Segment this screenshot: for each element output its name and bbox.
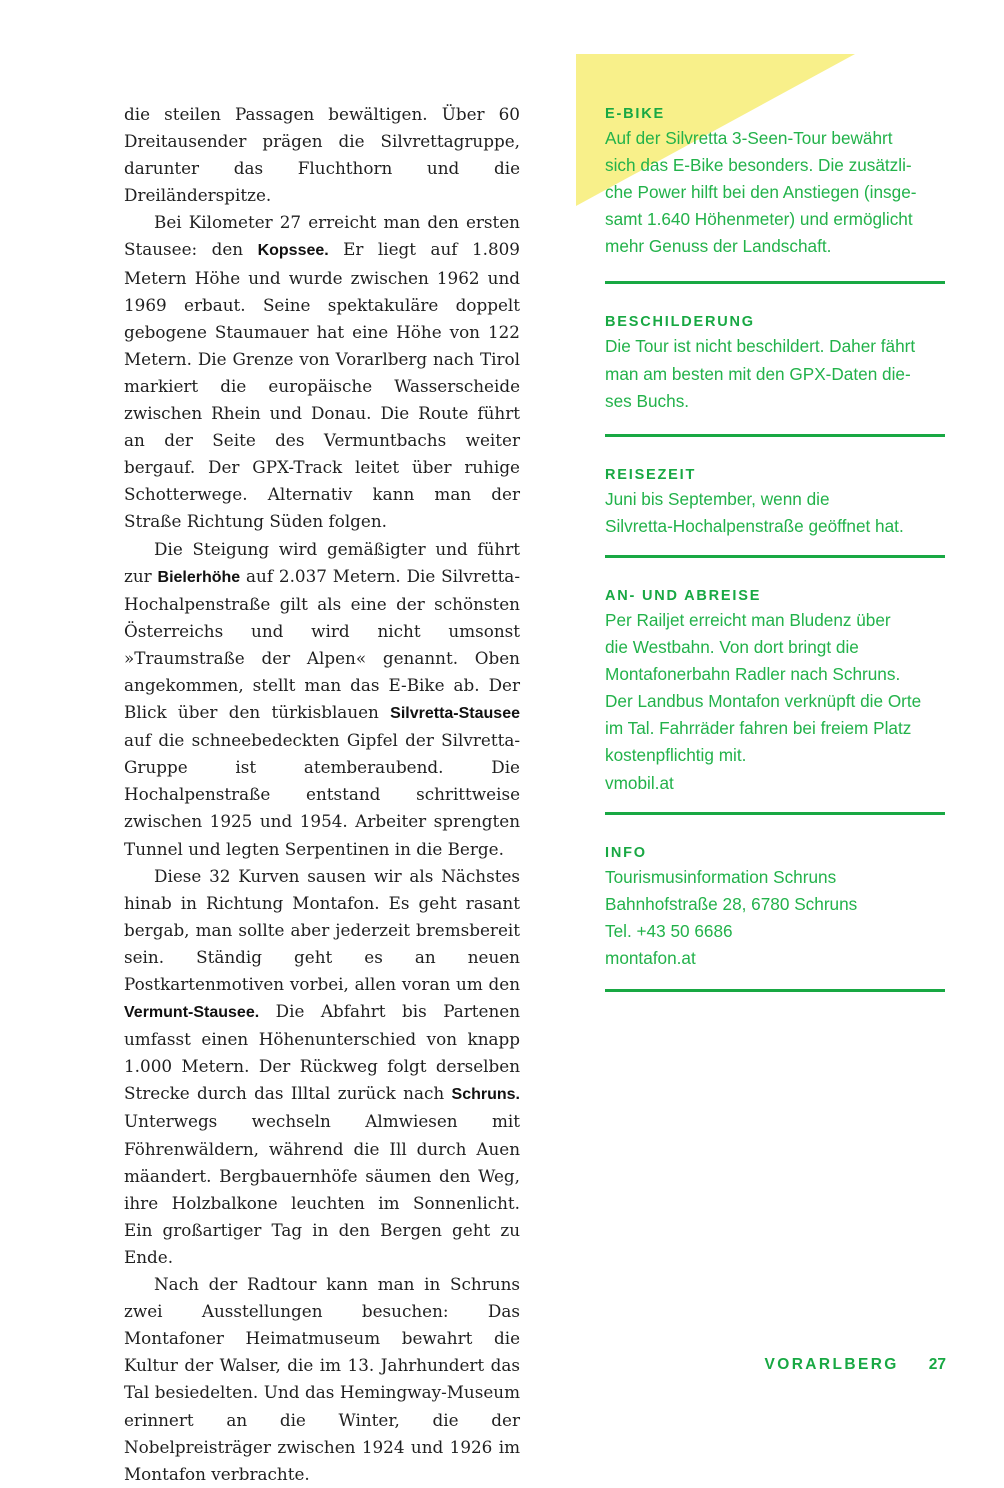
anreise-line: die Westbahn. Von dort bringt die bbox=[605, 637, 859, 658]
paragraph-4-text-b: Die Abfahrt bis Partenen umfasst einen Höhenunterschied von knapp 1.000 Metern. Der Rückweg folgt derselben Strecke durch das Illtal zurück nach bbox=[124, 1001, 520, 1104]
ebike-title: E-BIKE bbox=[605, 106, 665, 122]
keyword-kopssee: Kopssee. bbox=[257, 242, 329, 260]
info-sidebar bbox=[605, 103, 945, 992]
ebike-line: samt 1.640 Höhenmeter) und ermöglicht bbox=[605, 209, 913, 230]
paragraph-2 bbox=[124, 209, 520, 535]
ebike-line: Auf der Silvretta 3-Seen-Tour bewährt bbox=[605, 128, 893, 148]
main-text-column bbox=[124, 101, 520, 1488]
vmobil-link[interactable]: vmobil.at bbox=[605, 772, 674, 793]
paragraph-1: die steilen Passagen bewältigen. Über 60 Dreitausender prägen die Silvrettagruppe, darunter das Fluchthorn und die Dreiländerspitze. bbox=[124, 104, 520, 206]
ebike-line: che Power hilft bei den Anstiegen (insge- bbox=[605, 182, 917, 203]
section-label: VORARLBERG bbox=[764, 1356, 899, 1373]
anreise-line: Der Landbus Montafon verknüpft die Orte bbox=[605, 691, 922, 712]
ebike-line: mehr Genuss der Landschaft. bbox=[605, 236, 832, 257]
paragraph-5: Nach der Radtour kann man in Schruns zwei Ausstellungen besuchen: Das Montafoner Heimatmuseum bewahrt die Kultur der Walser, die im 13. Jahrhundert das Tal besiedelten. Und das Hemingway-Museum erinnert an die Winter, die der Nobelpreisträger zwischen 1924 und 1926 im Montafon verbrachte. bbox=[124, 1274, 520, 1484]
paragraph-3 bbox=[124, 536, 520, 863]
info-box bbox=[605, 815, 945, 992]
paragraph-4-text-a: Diese 32 Kurven sausen wir als Nächstes hinab in Richtung Montafon. Es geht rasant bergab, man sollte aber jederzeit bremsbereit sein. Ständig geht es an neuen Postkartenmotiven vorbei, allen voran um den bbox=[124, 865, 520, 994]
anreise-line: Montafonerbahn Radler nach Schruns. bbox=[605, 664, 901, 685]
info-title: INFO bbox=[605, 844, 647, 861]
anreise-box bbox=[605, 558, 945, 815]
beschilderung-line: man am besten mit den GPX-Daten die- bbox=[605, 363, 911, 384]
reisezeit-line: Silvretta-Hochalpenstraße geöffnet hat. bbox=[605, 515, 904, 536]
beschilderung-line: Die Tour ist nicht beschildert. Daher fährt bbox=[605, 336, 916, 357]
paragraph-3-text-b: auf 2.037 Metern. Die Silvretta-Hochalpenstraße gilt als eine der schönsten Österreichs und wird nicht umsonst »Traumstraße der Alpen« genannt. Oben angekommen, stellt man das E-Bike ab. Der Blick über den türkisblauen bbox=[124, 565, 520, 723]
keyword-schruns: Schruns. bbox=[451, 1086, 520, 1104]
paragraph-2-text-b: Er liegt auf 1.809 Metern Höhe und wurde zwischen 1962 und 1969 erbaut. Seine spektakuläre doppelt gebogene Staumauer hat eine Höhe von 122 Metern. Die Grenze von Vorarlberg nach Tirol markiert die europäische Wasserscheide zwischen Rhein und Donau. Die Route führt an der Seite des Vermuntbachs weiter bergauf. Der GPX-Track leitet über ruhige Schotterwege. Alternativ kann man der Straße Richtung Süden folgen. bbox=[124, 239, 520, 532]
paragraph-2-text-a: Bei Kilometer 27 erreicht man den ersten Stausee: den bbox=[124, 212, 520, 260]
montafon-link[interactable]: montafon.at bbox=[605, 947, 696, 968]
anreise-line: kostenpflichtig mit. bbox=[605, 745, 747, 766]
paragraph-4-text-c: Unterwegs wechseln Almwiesen mit Föhrenwäldern, während die Ill durch Auen mäandert. Bergbauernhöfe säumen den Weg, ihre Holzbalkone leuchten im Sonnenlicht. Ein großartiger Tag in den Bergen geht zu Ende. bbox=[124, 1111, 520, 1267]
anreise-line: im Tal. Fahrräder fahren bei freiem Platz bbox=[605, 718, 912, 739]
page-footer bbox=[765, 1356, 946, 1374]
ebike-box bbox=[605, 103, 945, 284]
info-line: Bahnhofstraße 28, 6780 Schruns bbox=[605, 893, 858, 914]
beschilderung-line: ses Buchs. bbox=[605, 390, 690, 411]
paragraph-3-text-c: auf die schneebedeckten Gipfel der Silvretta-Gruppe ist atemberaubend. Die Hochalpenstraße entstand schrittweise zwischen 1925 und 1954. Arbeiter sprengten Tunnel und legten Serpentinen in die Berge. bbox=[124, 730, 520, 859]
keyword-silvretta-stausee: Silvretta-Stausee bbox=[390, 705, 520, 723]
paragraph-3-text-a: Die Steigung wird gemäßigter und führt zur bbox=[124, 538, 520, 586]
anreise-line: Per Railjet erreicht man Bludenz über bbox=[605, 609, 891, 630]
info-line: Tel. +43 50 6686 bbox=[605, 920, 733, 941]
reisezeit-line: Juni bis September, wenn die bbox=[605, 488, 830, 509]
beschilderung-box bbox=[605, 284, 945, 436]
keyword-vermunt-stausee: Vermunt-Stausee. bbox=[124, 1004, 260, 1022]
anreise-title: AN- UND ABREISE bbox=[605, 587, 762, 604]
page-number: 27 bbox=[928, 1356, 946, 1373]
reisezeit-box bbox=[605, 437, 945, 558]
info-line: Tourismusinformation Schruns bbox=[605, 866, 837, 887]
keyword-bielerhoehe: Bielerhöhe bbox=[157, 568, 241, 586]
paragraph-4 bbox=[124, 863, 520, 1271]
ebike-line: sich das E-Bike besonders. Die zusätzli- bbox=[605, 155, 912, 176]
reisezeit-title: REISEZEIT bbox=[605, 466, 697, 483]
beschilderung-title: BESCHILDERUNG bbox=[605, 314, 755, 331]
